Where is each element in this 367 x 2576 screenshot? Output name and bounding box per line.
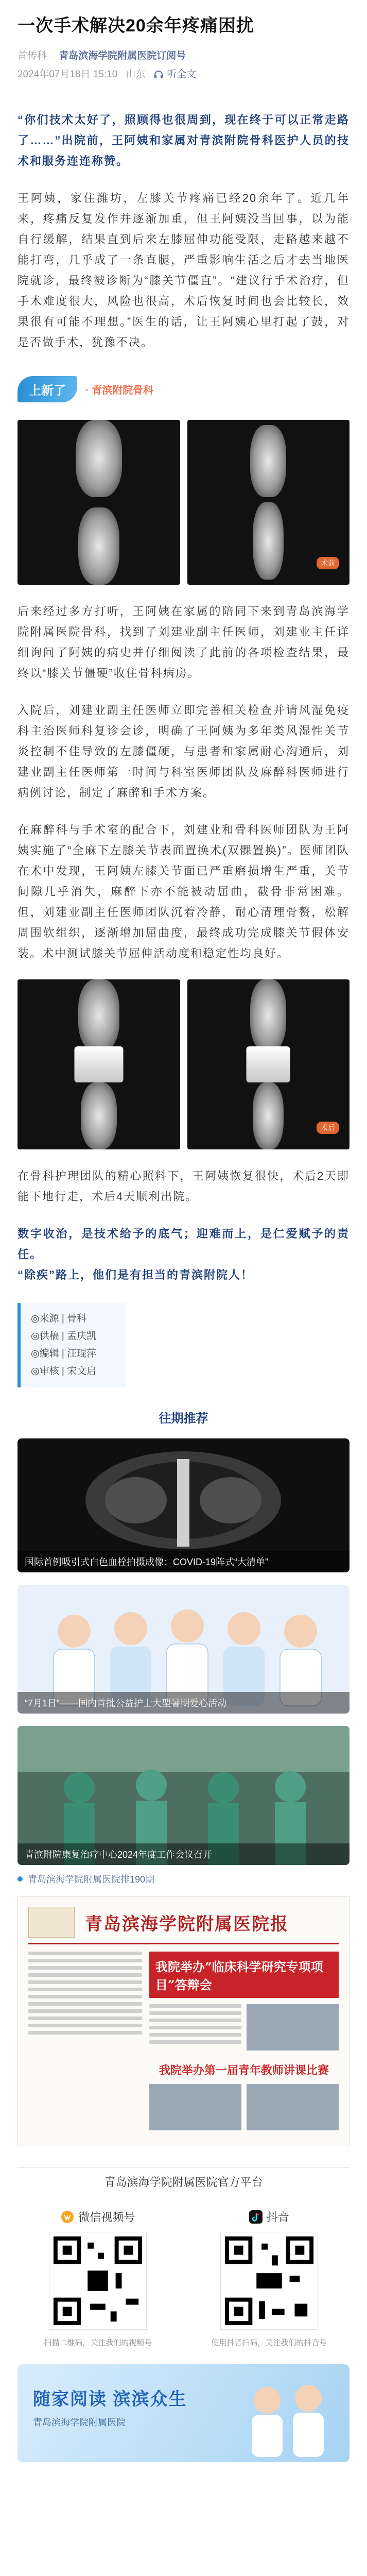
featured-card-caption: 国际首例吸引式白色血栓拍摄成像：COVID-19阵式“大清单” bbox=[18, 1551, 349, 1572]
paragraph: 在骨科护理团队的精心照料下，王阿姨恢复很快，术后2天即能下地行走，术后4天顺利出院。 bbox=[18, 1170, 349, 1203]
ad-headline: 随家阅读 滨滨众生 bbox=[33, 2389, 187, 2409]
ad-text bbox=[33, 2385, 187, 2429]
newspaper-headline-secondary: 我院举办第一届青年教师讲课比赛 bbox=[159, 2064, 329, 2077]
meta-source-row bbox=[18, 48, 349, 64]
xray-image bbox=[187, 979, 350, 1149]
listen-button[interactable] bbox=[153, 67, 204, 82]
banner-subtitle: · 青滨附院骨科 bbox=[85, 384, 154, 396]
newspaper-photo bbox=[149, 2084, 241, 2130]
meta-date-row bbox=[18, 67, 349, 82]
article-content bbox=[0, 110, 367, 2462]
bullet-dot-icon bbox=[18, 1876, 23, 1882]
newspaper-headline: 我院举办“临床科学研究专项项目”答辩会 bbox=[149, 1952, 339, 1998]
source-label: 首传科 bbox=[18, 50, 47, 61]
banner-title: 上新了 bbox=[18, 376, 77, 402]
listen-label: 听全文 bbox=[167, 69, 197, 80]
qr-label bbox=[189, 2209, 350, 2225]
xray-tag-after: 术后 bbox=[317, 1122, 339, 1134]
qr-description: 使用抖音扫码，关注我们的抖音号 bbox=[211, 2338, 327, 2347]
doctors-illustration bbox=[236, 2375, 339, 2457]
newspaper-column bbox=[28, 1952, 142, 2136]
qr-label-text: 抖音 bbox=[266, 2211, 289, 2224]
paragraph-highlight: “除疾”路上，他们是有担当的青滨附院人！ bbox=[18, 1268, 254, 1281]
paragraph-highlight: 数字收治，是技术给予的底气；迎难而上，是仁爱赋予的责任。 bbox=[18, 1227, 349, 1261]
qr-row bbox=[18, 2209, 349, 2349]
publish-date: 2024年07月18日 15:10 bbox=[18, 69, 118, 80]
publish-location: 山东 bbox=[126, 69, 146, 80]
xray-row-after bbox=[18, 979, 349, 1149]
paragraph-lead: “你们技术太好了，照顾得也很周到，现在终于可以正常走路了……”出院前，王阿姨和家属对青滨附院骨科医护人员的技术和服务连连称赞。 bbox=[18, 113, 349, 167]
issue-link-label: 青岛滨海学院附属医院排190期 bbox=[28, 1874, 155, 1885]
newspaper-photo bbox=[247, 2084, 339, 2130]
xray-row-before bbox=[18, 420, 349, 585]
credit-item: ◎来源 | 骨科 bbox=[31, 1313, 87, 1324]
xray-tag-before: 术前 bbox=[317, 557, 339, 569]
paragraph: 入院后，刘建业副主任医师立即完善相关检查并请风湿免疫科主治医师科复诊会诊，明确了王阿姨为多年类风湿性关节炎控制不佳导致的左膝僵硬，与患者和家属耐心沟通后，刘建业副主任医师第一时间与科室医师团队及麻醉科医师进行病例讨论，制定了麻醉和手术方案。 bbox=[18, 704, 349, 799]
issue-link[interactable] bbox=[18, 1872, 349, 1886]
bottom-banner-ad[interactable] bbox=[18, 2364, 349, 2462]
article-header bbox=[0, 0, 367, 82]
newspaper-clipping[interactable] bbox=[18, 1896, 349, 2146]
qr-code-image bbox=[49, 2232, 147, 2330]
account-name-link[interactable]: 青岛滨海学院附属医院订阅号 bbox=[59, 50, 186, 61]
newspaper-body bbox=[28, 1952, 339, 2136]
newspaper-masthead bbox=[28, 1907, 339, 1944]
xray-image bbox=[187, 420, 350, 585]
section-banner bbox=[18, 374, 349, 404]
qr-code-image bbox=[220, 2232, 318, 2330]
paragraph: 后来经过多方打听，王阿姨在家属的陪同下来到青岛滨海学院附属医院骨科，找到了刘建业副主任医师，刘建业主任详细询问了阿姨的病史并仔细阅读了此前的各项检查结果，最终以“膝关节僵硬”收住骨科病房。 bbox=[18, 605, 349, 680]
follow-section-title: 青岛滨海学院附属医院官方平台 bbox=[18, 2167, 349, 2196]
douyin-icon bbox=[249, 2210, 263, 2224]
paragraph: 在麻醉科与手术室的配合下，刘建业和骨科医师团队为王阿姨实施了“全麻下左膝关节表面置换术(双髁置换)”。医师团队在术中发现，王阿姨左膝关节面已严重磨损增生严重，关节间隙几乎消失，麻醉下亦不能被动屈曲，截骨非常困难。但，刘建业副主任医师团队沉着冷静，耐心清理骨赘，松解周围软组织，逐渐增加屈曲度，最终成功完成膝关节假体安装。术中测试膝关节屈伸活动度和稳定性均良好。 bbox=[18, 823, 349, 960]
article-title: 一次手术解决20余年疼痛困扰 bbox=[18, 16, 254, 36]
featured-section-title: 往期推荐 bbox=[159, 1412, 208, 1426]
qr-label bbox=[18, 2209, 179, 2225]
video-channel-icon bbox=[61, 2210, 74, 2224]
credit-item: ◎编辑 | 汪琨萍 bbox=[31, 1348, 97, 1359]
xray-image bbox=[18, 420, 180, 585]
ad-subline: 青岛滨海学院附属医院 bbox=[33, 2417, 126, 2428]
newspaper-photo bbox=[247, 2004, 339, 2050]
newspaper-logo bbox=[28, 1907, 75, 1938]
newspaper-column bbox=[149, 1952, 339, 2136]
newspaper-title: 青岛滨海学院附属医院报 bbox=[85, 1913, 289, 1935]
xray-image bbox=[18, 979, 180, 1149]
featured-card-caption: “7月1日”——国内首批公益护士大型暑期爱心活动 bbox=[18, 1692, 349, 1714]
featured-card[interactable] bbox=[18, 1438, 349, 1572]
featured-card[interactable] bbox=[18, 1726, 349, 1865]
qr-card-video[interactable] bbox=[18, 2209, 179, 2349]
qr-card-douyin[interactable] bbox=[189, 2209, 350, 2349]
headphone-icon bbox=[153, 70, 164, 80]
featured-card[interactable] bbox=[18, 1585, 349, 1714]
qr-description: 扫描二维码，关注我们的视频号 bbox=[44, 2338, 152, 2347]
credit-item: ◎供稿 | 孟庆凯 bbox=[31, 1331, 97, 1342]
qr-label-text: 微信视频号 bbox=[78, 2211, 135, 2224]
paragraph: 王阿姨，家住潍坊，左膝关节疼痛已经20余年了。近几年来，疼痛反复发作并逐渐加重，但王阿姨没当回事，以为能自行缓解，结果直到后来左膝屈伸功能受限，走路越来越不能打弯，几乎成了一条直腿，严重影响生活之后才去当地医院就诊，最终被诊断为“膝关节僵直”。“建议行手术治疗，但手术难度很大，风险也很高，术后恢复时间也会比较长，效果很有可能不理想。”医生的话，让王阿姨心里打起了鼓，对是否做手术，犹豫不决。 bbox=[18, 192, 349, 349]
credits-box bbox=[18, 1303, 126, 1387]
featured-card-caption: 青滨附院康复治疗中心2024年度工作会议召开 bbox=[18, 1843, 349, 1865]
credit-item: ◎审核 | 宋文启 bbox=[31, 1366, 97, 1377]
